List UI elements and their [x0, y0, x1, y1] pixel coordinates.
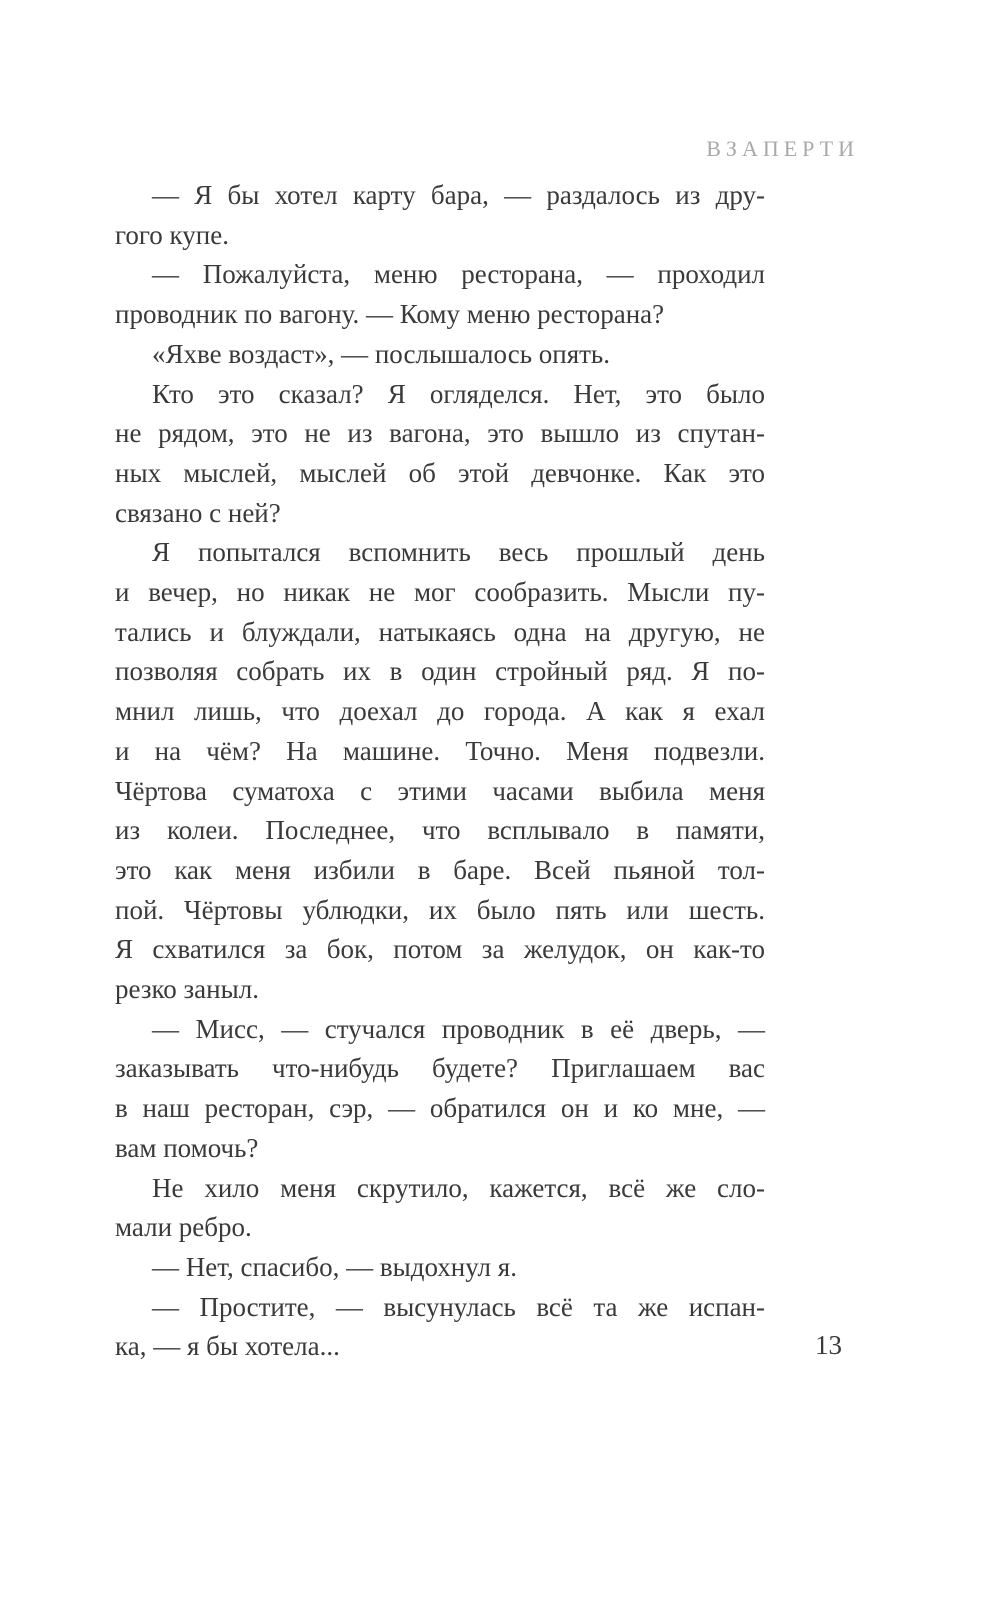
- text-line: связано с ней?: [115, 497, 281, 528]
- page-number: 13: [815, 1330, 842, 1360]
- paragraph: [115, 335, 765, 375]
- paragraph: [115, 255, 765, 334]
- text-line: пой. Чёртовы ублюдки, их было пять или шесть.: [115, 894, 765, 925]
- text-line: Кто это сказал? Я огляделся. Нет, это было: [152, 378, 765, 409]
- text-line: Не хило меня скрутило, кажется, всё же сло-: [152, 1172, 765, 1203]
- text-line: в наш ресторан, сэр, — обратился он и ко мне, —: [115, 1093, 765, 1124]
- text-line: — Я бы хотел карту бара, — раздалось из дру-: [152, 180, 765, 210]
- body-text: [115, 176, 765, 1367]
- text-line: тались и блуждали, натыкаясь одна на другую, не: [115, 616, 765, 647]
- paragraph: [115, 1288, 765, 1367]
- text-line: ка, — я бы хотела...: [115, 1331, 340, 1362]
- paragraph: [115, 1248, 765, 1288]
- text-line: мали ребро.: [115, 1212, 252, 1243]
- paragraph: [115, 375, 765, 534]
- text-line: резко заныл.: [115, 974, 259, 1005]
- text-line: — Мисс, — стучался проводник в её дверь, —: [152, 1013, 765, 1044]
- text-line: заказывать что-нибудь будете? Приглашаем вас: [115, 1053, 765, 1084]
- text-line: и на чём? На машине. Точно. Меня подвезли.: [115, 735, 765, 766]
- text-line: Чёртова суматоха с этими часами выбила меня: [115, 775, 765, 806]
- paragraph: [115, 1010, 765, 1169]
- paragraph: [115, 176, 765, 255]
- text-line: гого купе.: [115, 219, 229, 250]
- text-line: из колеи. Последнее, что всплывало в памяти,: [115, 815, 765, 846]
- paragraph: [115, 533, 765, 1009]
- text-line: Я попытался вспомнить весь прошлый день: [152, 537, 765, 568]
- text-line: не рядом, это не из вагона, это вышло из спутан-: [115, 418, 765, 449]
- text-line: — Нет, спасибо, — выдохнул я.: [152, 1251, 517, 1282]
- paragraph: [115, 1169, 765, 1248]
- text-line: — Пожалуйста, меню ресторана, — проходил: [152, 259, 765, 290]
- text-line: и вечер, но никак не мог сообразить. Мысли пу-: [115, 577, 765, 608]
- text-line: это как меня избили в баре. Всей пьяной тол-: [115, 854, 765, 885]
- text-line: — Простите, — высунулась всё та же испан-: [152, 1291, 765, 1322]
- text-line: ных мыслей, мыслей об этой девчонке. Как это: [115, 457, 765, 488]
- text-line: проводник по вагону. — Кому меню ресторана?: [115, 299, 665, 330]
- text-line: мнил лишь, что доехал до города. А как я ехал: [115, 696, 765, 727]
- text-line: вам помочь?: [115, 1132, 259, 1163]
- text-line: позволяя собрать их в один стройный ряд. Я по-: [115, 656, 765, 687]
- text-line: «Яхве воздаст», — послышалось опять.: [152, 338, 610, 369]
- running-head: ВЗАПЕРТИ: [706, 136, 859, 161]
- text-line: Я схватился за бок, потом за желудок, он как-то: [115, 934, 765, 965]
